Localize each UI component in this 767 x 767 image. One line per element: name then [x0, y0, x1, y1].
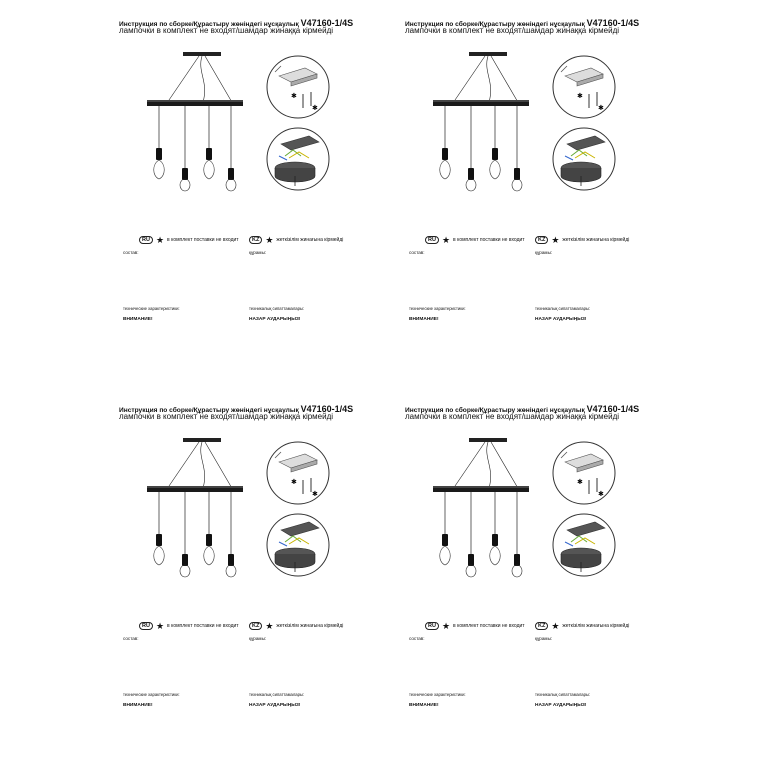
list-item [123, 682, 243, 687]
title-text: Инструкция по сборке/Құрастыру жөніндегі нұсқаулық [119, 407, 299, 414]
pendant-lamp-illustration [147, 438, 267, 588]
model-number: V47160-1/4S [586, 18, 640, 28]
ru-warning-heading: ВНИМАНИЕ! [409, 316, 439, 322]
instruction-panel-bottom-left [117, 404, 387, 744]
svg-text:✱: ✱ [598, 104, 604, 112]
list-item [409, 682, 529, 687]
pendant-lamp-illustration [433, 52, 553, 202]
list-item [535, 296, 655, 301]
kz-warning-heading: НАЗАР АУДАРЫҢЫЗ! [249, 316, 301, 322]
ru-parts-list [409, 258, 529, 301]
kz-language-header [535, 236, 629, 244]
svg-text:✱: ✱ [291, 478, 297, 486]
svg-text:✱: ✱ [291, 92, 297, 100]
title-text: Инструкция по сборке/Құрастыру жөніндегі нұсқаулық [119, 21, 299, 28]
kz-warning-heading: НАЗАР АУДАРЫҢЫЗ! [535, 316, 587, 322]
kz-star-note: жеткізілім жинағына кірмейді [276, 623, 344, 629]
ru-warning-heading: ВНИМАНИЕ! [409, 702, 439, 708]
svg-text:✱: ✱ [577, 92, 583, 100]
ceiling-bracket-diagram [265, 440, 331, 506]
kz-contents-heading: құрамы: [535, 636, 553, 641]
kz-badge: KZ [249, 622, 262, 630]
pendant-lamp-illustration [147, 52, 267, 202]
bulbs-not-included-note: лампочки в комплект не входят/шамдар жинаққа кірмейді [405, 412, 620, 421]
ru-warning-heading: ВНИМАНИЕ! [123, 316, 153, 322]
star-icon: ★ [441, 621, 451, 631]
ru-badge: RU [425, 622, 439, 630]
ru-contents-heading: состав: [409, 636, 425, 641]
ru-text-column [409, 636, 529, 708]
list-item [249, 682, 369, 687]
star-icon: ★ [265, 235, 274, 245]
ru-text-column [123, 250, 243, 322]
list-item [409, 296, 529, 301]
canopy-wiring-diagram [265, 512, 331, 578]
ru-parts-list [123, 644, 243, 687]
list-item [535, 682, 655, 687]
bulbs-not-included-note: лампочки в комплект не входят/шамдар жинаққа кірмейді [405, 26, 620, 35]
ru-language-header [139, 236, 239, 244]
ru-parts-list [409, 644, 529, 687]
canopy-wiring-diagram [551, 512, 617, 578]
ru-badge: RU [425, 236, 439, 244]
kz-parts-list [535, 644, 655, 687]
instruction-panel-bottom-right [403, 404, 673, 744]
kz-contents-heading: құрамы: [249, 250, 267, 255]
ru-warning-heading: ВНИМАНИЕ! [123, 702, 153, 708]
kz-text-column [535, 250, 655, 322]
kz-tech-heading: техникалық сипаттамалары: [249, 691, 305, 697]
kz-star-note: жеткізілім жинағына кірмейді [562, 237, 630, 243]
list-item [249, 296, 369, 301]
bulbs-not-included-note: лампочки в комплект не входят/шамдар жинаққа кірмейді [119, 26, 334, 35]
instruction-panel-top-left [117, 18, 387, 358]
kz-tech-heading: техникалық сипаттамалары: [535, 305, 591, 311]
kz-text-column [249, 636, 369, 708]
ru-language-header [425, 236, 525, 244]
kz-badge: KZ [535, 236, 548, 244]
kz-text-column [249, 250, 369, 322]
ru-language-header [139, 622, 239, 630]
star-icon: ★ [551, 235, 560, 245]
ru-tech-heading: технические характеристики: [409, 305, 466, 311]
title-text: Инструкция по сборке/Құрастыру жөніндегі нұсқаулық [405, 407, 585, 414]
star-icon: ★ [155, 235, 165, 245]
model-number: V47160-1/4S [300, 18, 354, 28]
kz-parts-list [535, 258, 655, 301]
kz-star-note: жеткізілім жинағына кірмейді [562, 623, 630, 629]
star-icon: ★ [551, 621, 560, 631]
kz-badge: KZ [535, 622, 548, 630]
ru-tech-heading: технические характеристики: [123, 691, 180, 697]
kz-language-header [249, 622, 343, 630]
ceiling-bracket-diagram [551, 440, 617, 506]
ru-tech-heading: технические характеристики: [409, 691, 466, 697]
ru-star-note: в комплект поставки не входит [167, 623, 239, 629]
star-icon: ★ [441, 235, 451, 245]
svg-text:✱: ✱ [577, 478, 583, 486]
instruction-panel-top-right [403, 18, 673, 358]
ru-parts-list [123, 258, 243, 301]
kz-tech-heading: техникалық сипаттамалары: [249, 305, 305, 311]
star-icon: ★ [265, 621, 274, 631]
model-number: V47160-1/4S [300, 404, 354, 414]
kz-parts-list [249, 644, 369, 687]
canopy-wiring-diagram [265, 126, 331, 192]
ru-star-note: в комплект поставки не входит [167, 237, 239, 243]
ru-badge: RU [139, 622, 153, 630]
ru-tech-heading: технические характеристики: [123, 305, 180, 311]
title-text: Инструкция по сборке/Құрастыру жөніндегі нұсқаулық [405, 21, 585, 28]
ru-text-column [409, 250, 529, 322]
canopy-wiring-diagram [551, 126, 617, 192]
kz-warning-heading: НАЗАР АУДАРЫҢЫЗ! [249, 702, 301, 708]
kz-text-column [535, 636, 655, 708]
kz-warning-heading: НАЗАР АУДАРЫҢЫЗ! [535, 702, 587, 708]
ceiling-bracket-diagram [551, 54, 617, 120]
ru-star-note: в комплект поставки не входит [453, 623, 525, 629]
svg-text:✱: ✱ [312, 104, 318, 112]
model-number: V47160-1/4S [586, 404, 640, 414]
kz-contents-heading: құрамы: [535, 250, 553, 255]
star-icon: ★ [155, 621, 165, 631]
svg-text:✱: ✱ [598, 490, 604, 498]
svg-text:✱: ✱ [312, 490, 318, 498]
ru-contents-heading: состав: [123, 250, 139, 255]
kz-language-header [249, 236, 343, 244]
ceiling-bracket-diagram [265, 54, 331, 120]
kz-parts-list [249, 258, 369, 301]
pendant-lamp-illustration [433, 438, 553, 588]
kz-contents-heading: құрамы: [249, 636, 267, 641]
kz-tech-heading: техникалық сипаттамалары: [535, 691, 591, 697]
ru-text-column [123, 636, 243, 708]
kz-badge: KZ [249, 236, 262, 244]
ru-badge: RU [139, 236, 153, 244]
kz-language-header [535, 622, 629, 630]
list-item [123, 296, 243, 301]
kz-star-note: жеткізілім жинағына кірмейді [276, 237, 344, 243]
ru-star-note: в комплект поставки не входит [453, 237, 525, 243]
ru-contents-heading: состав: [409, 250, 425, 255]
bulbs-not-included-note: лампочки в комплект не входят/шамдар жинаққа кірмейді [119, 412, 334, 421]
ru-language-header [425, 622, 525, 630]
ru-contents-heading: состав: [123, 636, 139, 641]
